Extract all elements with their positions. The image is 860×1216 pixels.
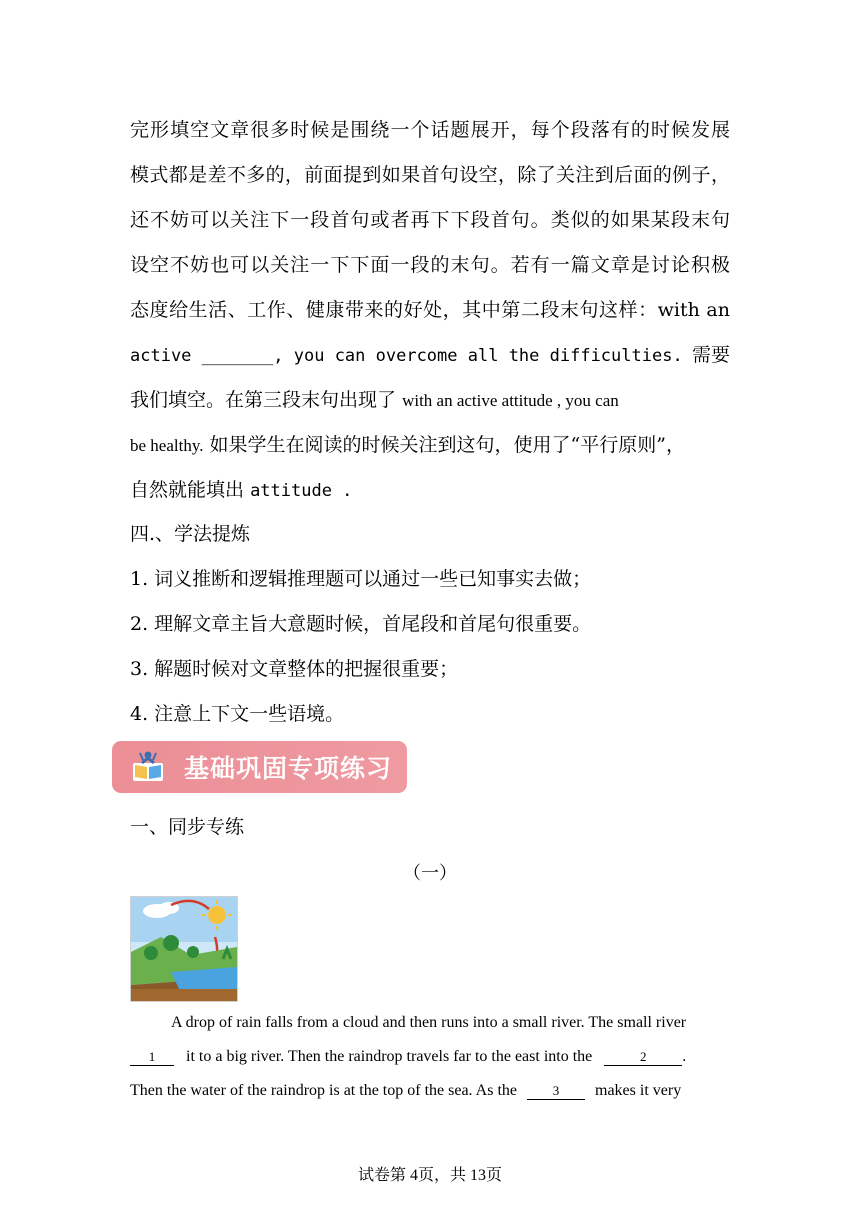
section4-item-4: 4. 注意上下文一些语境。 [130, 703, 345, 725]
passage-number: （一） [403, 863, 457, 884]
body-line-2: 模式都是差不多的，前面提到如果首句设空，除了关注到后面的例子， [130, 164, 730, 186]
body-line-9 [130, 477, 730, 504]
passage-line-3-end: makes it very [595, 1082, 682, 1099]
section4-item-3: 3. 解题时候对文章整体的把握很重要； [130, 658, 459, 680]
section-banner [112, 741, 407, 793]
passage-line-1: A drop of rain falls from a cloud and then runs into a small river. The small river [171, 1014, 687, 1031]
banner-label: 基础巩固专项练习 [184, 754, 393, 783]
section1-title: 一、同步专练 [130, 816, 245, 838]
body-line-8 [130, 432, 730, 459]
body-line-7-cn: 我们填空。在第三段末句出现了 [130, 389, 397, 411]
body-line-6 [130, 342, 730, 369]
body-line-8-en: be healthy. [130, 436, 204, 455]
body-line-7 [130, 387, 730, 414]
section4-title: 四.、学法提炼 [130, 523, 251, 545]
passage-line-3-text: Then the water of the raindrop is at the top of the sea. As the [130, 1082, 517, 1099]
body-line-8-cn: 如果学生在阅读的时候关注到这句，使用了“平行原则”， [209, 434, 685, 456]
passage-line-2-end: . [682, 1048, 687, 1065]
blank-3[interactable]: 3 [527, 1083, 585, 1100]
body-line-3: 还不妨可以关注下一段首句或者再下下段首句。类似的如果某段末句 [130, 209, 730, 231]
passage-line-3 [130, 1080, 732, 1102]
blank-1[interactable]: 1 [130, 1049, 174, 1066]
body-line-4: 设空不妨也可以关注一下下面一段的末句。若有一篇文章是讨论积极 [130, 254, 730, 276]
passage-line-2 [130, 1046, 732, 1068]
passage-line-2-text: it to a big river. Then the raindrop travels far to the east into the [186, 1048, 593, 1065]
book-reader-icon [130, 749, 166, 785]
body-line-6-cn: 需要 [691, 344, 730, 366]
body-line-9-cn: 自然就能填出 [130, 479, 245, 501]
water-cycle-illustration [130, 896, 238, 1002]
body-line-7-en: with an active attitude , you can [402, 391, 619, 410]
body-line-1: 完形填空文章很多时候是围绕一个话题展开，每个段落有的时候发展 [130, 119, 730, 141]
body-line-9-en: attitude . [250, 481, 353, 501]
page-footer: 试卷第 4页，共 13页 [357, 1167, 502, 1184]
body-line-6-en: active _______, you can overcome all the difficulties. [130, 346, 683, 366]
body-line-5: 态度给生活、工作、健康带来的好处，其中第二段末句这样：with an [130, 299, 730, 321]
blank-2[interactable]: 2 [604, 1049, 682, 1066]
section4-item-2: 2. 理解文章主旨大意题时候，首尾段和首尾句很重要。 [130, 613, 592, 635]
section4-item-1: 1. 词义推断和逻辑推理题可以通过一些已知事实去做； [130, 568, 592, 590]
